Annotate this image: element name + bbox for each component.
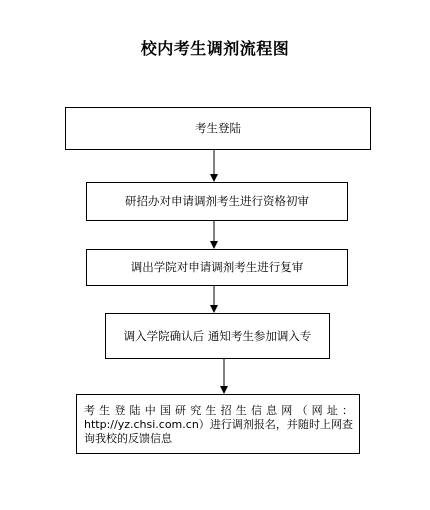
diagram-title: 校内考生调剂流程图 [140, 39, 290, 58]
step-label-initial-review: 研招办对申请调剂考生进行资格初审 [125, 194, 309, 208]
step-label-online-registration: 考生登陆中国研究生招生信息网（网址：http://yz.chsi.com.cn）进行调剂报名，并随时上网查询我校的反馈信息 [84, 404, 353, 445]
step-label-second-review: 调出学院对申请调剂考生进行复审 [130, 260, 304, 274]
step-box-login [65, 107, 371, 150]
step-label-login: 考生登陆 [195, 121, 241, 135]
step-box-initial-review [86, 182, 348, 221]
step-box-transfer-confirm [105, 313, 330, 359]
step-box-online-registration [76, 394, 360, 454]
step-box-second-review [86, 249, 348, 286]
step-label-transfer-confirm: 调入学院确认后 通知考生参加调入专 [123, 328, 312, 343]
